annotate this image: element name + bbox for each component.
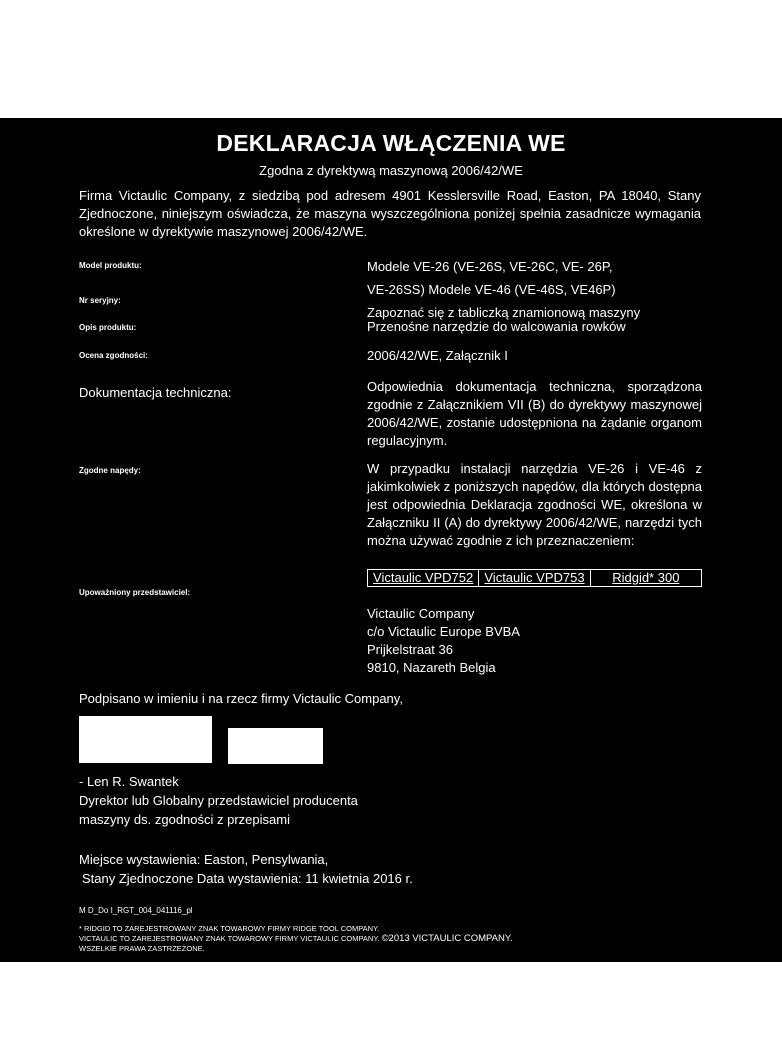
signature-box	[79, 716, 212, 763]
stamp-box	[228, 728, 323, 764]
document-title: DEKLARACJA WŁĄCZENIA WE	[216, 130, 566, 156]
footnote-line-1: * RIDGID TO ZAREJESTROWANY ZNAK TOWAROWY FIRMY RIDGE TOOL COMPANY.	[79, 924, 380, 933]
drive-cell-vpd752: Victaulic VPD752	[373, 570, 474, 585]
footnote-copyright: ©2013 VICTAULIC COMPANY.	[381, 933, 513, 944]
assessment-value: 2006/42/WE, Załącznik I	[367, 348, 508, 363]
representative-label: Upoważniony przedstawiciel:	[79, 588, 191, 597]
address-line: 9810, Nazareth Belgia	[367, 660, 496, 675]
declaration-document	[0, 118, 782, 962]
representative-address	[367, 605, 520, 677]
drives-label: Zgodne napędy:	[79, 466, 141, 475]
issue-date: Stany Zjednoczone Data wystawienia: 11 kwietnia 2016 r.	[82, 871, 413, 886]
assessment-label: Ocena zgodności:	[79, 351, 148, 360]
drives-table	[367, 569, 702, 587]
signer-name: - Len R. Swantek	[79, 774, 179, 789]
address-line: c/o Victaulic Europe BVBA	[367, 624, 520, 639]
techdoc-value: Odpowiednia dokumentacja techniczna, sporządzona zgodnie z Załącznikiem VII (B) do dyrektywy maszynowej 2006/42/WE, zostanie udostępniona na żądanie organom regulacyjnym.	[367, 379, 702, 448]
footnote-line-2	[79, 934, 513, 944]
intro-paragraph: Firma Victaulic Company, z siedzibą pod adresem 4901 Kesslersville Road, Easton, PA 18040, Stany Zjednoczone, niniejszym oświadcza, że maszyna wyszczególniona poniżej spełnia zasadnicze wymagania określone w dyrektywie maszynowej 2006/42/WE.	[79, 188, 701, 239]
footnote	[79, 924, 513, 954]
drive-cell-ridgid-300: Ridgid* 300	[590, 570, 701, 586]
drives-value: W przypadku instalacji narzędzia VE-26 i VE-46 z jakimkolwiek z poniższych napędów, dla których dostępna jest odpowiednia Deklaracja zgodności WE, określona w Załączniku II (A) do dyrektywy 2006/42/WE, narzędzi tych można używać zgodnie z ich przeznaczeniem:	[367, 461, 702, 548]
signer-role-line-2: maszyny ds. zgodności z przepisami	[79, 812, 290, 827]
signed-on-behalf: Podpisano w imieniu i na rzecz firmy Victaulic Company,	[79, 691, 403, 706]
serial-label: Nr seryjny:	[79, 296, 121, 305]
model-label: Model produktu:	[79, 261, 142, 270]
model-value	[367, 255, 702, 301]
document-code: M D_Do I_RGT_004_041116_pl	[79, 906, 193, 915]
description-value: Zapoznać się z tabliczką znamionową maszyny Przenośne narzędzie do walcowania rowków	[367, 305, 641, 334]
description-label: Opis produktu:	[79, 323, 137, 332]
document-subtitle: Zgodna z dyrektywą maszynową 2006/42/WE	[259, 163, 523, 178]
footnote-line-3: WSZELKIE PRAWA ZASTRZEŻONE.	[79, 944, 205, 953]
techdoc-label: Dokumentacja techniczna:	[79, 385, 232, 400]
address-line: Prijkelstraat 36	[367, 642, 453, 657]
model-value-line-1: Modele VE-26 (VE-26S, VE-26C, VE- 26P,	[367, 259, 613, 274]
signer-role-line-1: Dyrektor lub Globalny przedstawiciel producenta	[79, 793, 358, 808]
issue-place: Miejsce wystawienia: Easton, Pensylwania,	[79, 852, 329, 867]
address-line: Victaulic Company	[367, 606, 475, 621]
issue-block	[79, 850, 413, 888]
model-value-line-2: VE-26SS) Modele VE-46 (VE-46S, VE46P)	[367, 282, 616, 297]
signer-block	[79, 772, 358, 829]
drive-cell-vpd753: Victaulic VPD753	[478, 570, 589, 586]
footnote-trademark: VICTAULIC TO ZAREJESTROWANY ZNAK TOWAROWY FIRMY VICTAULIC COMPANY.	[79, 934, 380, 943]
